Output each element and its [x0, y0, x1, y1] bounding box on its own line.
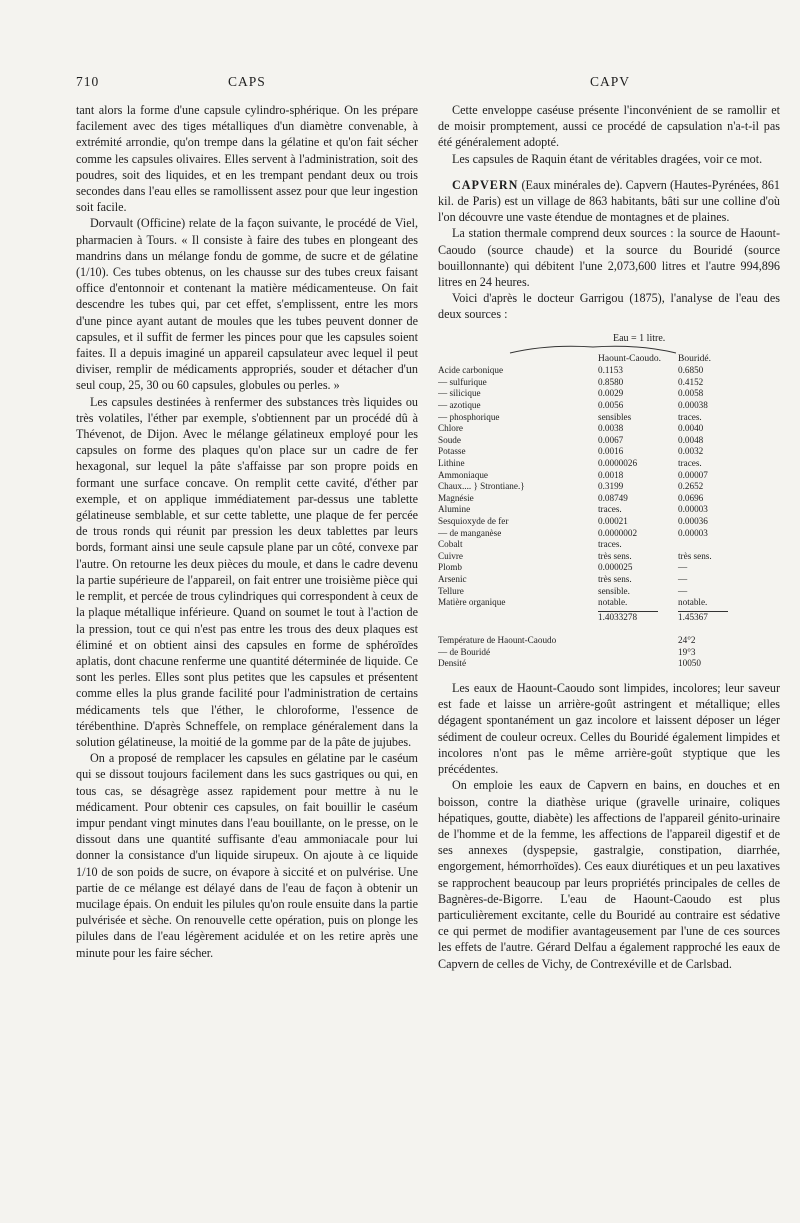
row-value-haount: 0.0018 [598, 469, 624, 480]
table-row [438, 481, 780, 493]
table-row [438, 586, 780, 598]
row-label: — silicique [438, 388, 481, 399]
row-value-haount: 0.0000026 [598, 457, 638, 468]
table-row [438, 597, 780, 609]
row-value-bouride: très sens. [678, 550, 712, 561]
page-number: 710 [76, 74, 100, 89]
row-value-bouride: 0.00003 [678, 527, 708, 538]
left-column [76, 102, 418, 961]
row-value-haount: traces. [598, 539, 622, 550]
row-label: — de Bouridé [438, 646, 491, 657]
row-value-bouride: — [678, 562, 688, 573]
analysis-table [438, 333, 780, 670]
row-label: Plomb [438, 562, 462, 573]
row-value-haount: 0.08749 [598, 492, 628, 503]
row-value-bouride: 0.4152 [678, 376, 704, 387]
table-row [438, 551, 780, 563]
row-value-bouride: traces. [678, 411, 702, 422]
table-total-row [438, 611, 780, 624]
row-label: Ammoniaque [438, 469, 489, 480]
row-label: Température de Haount-Caoudo [438, 635, 557, 646]
paragraph: Voici d'après le docteur Garrigou (1875), l'analyse de l'eau des deux sources : [438, 291, 780, 322]
row-value-haount: 0.1153 [598, 365, 623, 376]
row-value-bouride: — [678, 573, 688, 584]
row-value-haount: 0.0038 [598, 423, 624, 434]
row-value-bouride: 0.0040 [678, 423, 704, 434]
row-value: 24°2 [678, 635, 696, 646]
table-header [438, 354, 780, 365]
row-value-haount: 0.0067 [598, 434, 624, 445]
paragraph: Dorvault (Officine) relate de la façon suivante, le procédé de Viel, pharmacien à Tours. « Il consiste à faire des tubes en plongeant des mandrins dans un mélange fondu de gomme, de sucre et de gélatine (1/10). Ces tubes obtenus, on les chausse sur des tubes creux faisant office d'entonnoir et contenant la matière médicamenteuse. On fait descendre les tubes qui, par cet effet, s'emplissent, entre les mors d'une pince ayant autant de moules que les tubes peuvent donner de capsules, et il suffit de fermer les pinces pour que les capsules soient faites. Il a depuis imaginé un appareil capsulateur avec lequel il peut diviser, remplir de médicaments appropriés, souder et détacher d'un seul coup, 25, 30 ou 60 capsules, globules ou perles. » [76, 216, 418, 393]
row-value-bouride: 0.00003 [678, 504, 708, 515]
row-label: Chlore [438, 423, 464, 434]
row-label: Magnésie [438, 492, 474, 503]
paragraph: Les capsules destinées à renfermer des substances très liquides ou très volatiles, l'éther par exemple, s'obtiennent par un procédé dû à Thévenot, de Dijon. Avec le mélange gélatineux employé pour les capsules on forme des plaques qu'on place sur un cadre de fer hexagonal, sur lequel la pâte s'affaisse par son propre poids en formant une surface concave. On remplit cette cavité, d'éther par exemple, et on applique immédiatement par-dessus une tablette gélatineuse semblable, et sur cette tablette, une plaque de fer percée de trous ronds qui réunit par pression les deux tablettes par leurs bords, formant ainsi une seule capsule plane par un côté, convexe par l'autre. On retourne les deux pièces du moule, et dans le cadre devenu la partie supérieure de l'appareil, on fait entrer une troisième pièce qui le remplit, et percée de trous cylindriques qui correspondent à ceux de la plaque métallique inférieure. Quand on soumet le tout à l'action de la pression, tout ce qui n'est pas entre les trous des deux plaques est éliminé et on obtient ainsi des capsules en forme de sphéroïdes aplatis, dont chacune renferme une quantité déterminée de liquide. Ce sont les perles. Elles sont plus petites que les capsules et présentent comme elles la plus grande facilité pour l'administration de certains médicaments tels que l'éther, le chloroforme, l'essence de térébenthine. D'après Schneffele, on remplace généralement dans la solution gélatineuse, la moitié de la gomme par de la pâte de jujubes. [76, 394, 418, 749]
paragraph: On emploie les eaux de Capvern en bains, en douches et en boisson, contre la diathèse urique (gravelle urinaire, coliques hépatiques, goutte, diabète) les affections de l'appareil génito-urinaire de l'homme et de la femme, les affections de l'appareil digestif et de ses annexes (dyspepsie, gastralgie, constipation, diarrhée, engorgement, hémorrhoïdes). Ces eaux diurétiques et un peu laxatives se rapprochent beaucoup par leurs propriétés principales de celles de Bagnères-de-Bigorre. L'eau de Haount-Caoudo est plus particulièrement excitante, celle du Bouridé au contraire est sédative ce qui permet de modifier avantageusement par l'une de ces sources les effets de l'autre. Gérard Delfau a également rapproché les eaux de Capvern de celles de Vichy, de Contrexéville et de Carlsbad. [438, 778, 780, 971]
row-label: — sulfurique [438, 376, 487, 387]
table-row [438, 516, 780, 528]
total-cell: 1.4033278 [598, 611, 658, 624]
table-row [438, 493, 780, 505]
row-value-haount: traces. [598, 504, 622, 515]
row-label: Tellure [438, 585, 464, 596]
row-value-bouride: 0.0032 [678, 446, 704, 457]
table-row [438, 423, 780, 435]
temperature-row [438, 658, 780, 670]
row-value-haount: sensibles [598, 411, 632, 422]
row-label: — de manganèse [438, 527, 502, 538]
row-value-bouride: 0.0696 [678, 492, 704, 503]
entry-text: (Eaux minérales de). Capvern (Hautes-Pyrénées, 861 kil. de Paris) est un village de 863 habitants, bâti sur une colline d'où l'on découvre une vaste étendue de montagnes et de plaines. [438, 177, 780, 225]
row-value-bouride: 0.0058 [678, 388, 704, 399]
row-value-bouride: 0.6850 [678, 365, 704, 376]
table-row [438, 574, 780, 586]
brace-decoration [438, 344, 780, 354]
column-header: Bouridé. [678, 354, 711, 365]
row-value-bouride: 0.0048 [678, 434, 704, 445]
table-row [438, 470, 780, 482]
row-label: Sesquioxyde de fer [438, 515, 509, 526]
paragraph: Les capsules de Raquin étant de véritables dragées, voir ce mot. [452, 151, 763, 166]
temperature-row [438, 647, 780, 659]
temperature-row [438, 635, 780, 647]
table-body [438, 365, 780, 608]
brace-icon [508, 344, 678, 354]
table-row [438, 539, 780, 551]
running-head-right: CAPV [590, 74, 631, 89]
row-label: Cobalt [438, 539, 463, 550]
paragraph: tant alors la forme d'une capsule cylindro-sphérique. On les prépare facilement avec des tiges métalliques d'un diamètre convenable, à extrémité arrondie, qu'on trempe dans la gélatine et qu'on fait sécher comme les capsules olivaires. Elles servent à l'administration, soit des poudres, soit des liquides, et en les trempant pendant deux ou trois secondes dans l'eau elles se ramollissent assez pour que leur ingestion soit facile. [76, 103, 418, 215]
row-label: Cuivre [438, 550, 464, 561]
row-value-haount: 0.0029 [598, 388, 624, 399]
row-value-haount: notable. [598, 597, 628, 608]
column-header: Haount-Caoudo. [598, 354, 662, 365]
row-label: Acide carbonique [438, 365, 504, 376]
table-row [438, 504, 780, 516]
row-value-haount: 0.8580 [598, 376, 624, 387]
row-value-bouride: — [678, 585, 688, 596]
row-value-haount: 0.00021 [598, 515, 628, 526]
paragraph: Les eaux de Haount-Caoudo sont limpides, incolores; leur saveur est fade et laisse un arrière-goût astringent et métallique; elles dégagent spontanément un gaz incolore et laissent déposer un léger sédiment de couleur ocreux. Celles du Bouridé également limpides et incolores n'ont pas le même arrière-goût styptique que les précédentes. [438, 681, 780, 777]
table-row [438, 365, 780, 377]
row-value-bouride: 0.2652 [678, 481, 704, 492]
paragraph: On a proposé de remplacer les capsules en gélatine par le caséum qui se dissout toujours facilement dans les sucs gastriques ou qui, en tous cas, se désagrège assez rapidement pour mettre à nu le médicament. Pour obtenir ces capsules, on fait bouillir le caséum impur pendant vingt minutes dans l'eau bouillante, on le presse, on le dissout dans une quantité suffisante d'eau ammoniacale pour lui donner la consistance d'un liquide sirupeux. On ajoute à ce liquide 1/10 de son poids de sucre, on évapore à siccité et on pulvérise. Une partie de ce mélange est délayé dans de l'eau de façon à obtenir un mucilage épais. On enduit les pilules qu'on roule ensuite dans la partie pulvérisée et sèche. On renouvelle cette opération, puis on plonge les pilules dans de l'eau légèrement acidulée et on les retire après une minute pour les faire sécher. [76, 751, 418, 960]
row-value-haount: très sens. [598, 550, 632, 561]
row-label: — azotique [438, 400, 481, 411]
row-label: Matière organique [438, 597, 506, 608]
row-label: Soude [438, 434, 461, 445]
row-value-haount: très sens. [598, 573, 632, 584]
row-value: 10050 [678, 658, 701, 669]
table-row [438, 400, 780, 412]
table-row [438, 412, 780, 424]
row-label: Densité [438, 658, 467, 669]
row-value-haount: 0.0016 [598, 446, 624, 457]
table-row [438, 562, 780, 574]
row-value-haount: 0.3199 [598, 481, 624, 492]
table-row [438, 528, 780, 540]
row-label: Chaux.... } Strontiane.} [438, 481, 525, 492]
paragraph: Cette enveloppe caséuse présente l'inconvénient de se ramollir et de moisir promptement, aussi ce procédé de capsulation n'a-t-il pas été généralement adopté. [438, 103, 780, 150]
row-label: — phosphorique [438, 411, 500, 422]
total-cell: 1.45367 [678, 611, 728, 624]
row-value-haount: 0.0000002 [598, 527, 638, 538]
row-value-bouride: 0.00038 [678, 400, 708, 411]
table-row [438, 388, 780, 400]
table-unit: Eau = 1 litre. [613, 332, 666, 344]
row-value-haount: sensible. [598, 585, 630, 596]
table-row [438, 377, 780, 389]
table-row [438, 458, 780, 470]
row-value-bouride: 0.00036 [678, 515, 708, 526]
table-row [438, 435, 780, 447]
paragraph: La station thermale comprend deux sources : la source de Haount-Caoudo (source chaude) et la source du Bouridé (source bouillonnante) qui débitent l'une 2,073,600 litres et l'autre 994,896 litres en 24 heures. [438, 226, 780, 290]
row-value-bouride: 0.00007 [678, 469, 708, 480]
temperature-block [438, 635, 780, 670]
entry-headword: CAPVERN [452, 177, 519, 192]
row-label: Lithine [438, 457, 465, 468]
running-head-left: CAPS [228, 74, 266, 89]
table-row [438, 446, 780, 458]
row-value-bouride: notable. [678, 597, 708, 608]
row-value-haount: 0.0056 [598, 400, 624, 411]
dictionary-entry [438, 177, 780, 226]
right-column [438, 102, 780, 972]
row-label: Potasse [438, 446, 466, 457]
row-value-bouride: traces. [678, 457, 702, 468]
row-value-haount: 0.000025 [598, 562, 633, 573]
row-label: Arsenic [438, 573, 467, 584]
row-value: 19°3 [678, 646, 696, 657]
row-label: Alumine [438, 504, 471, 515]
